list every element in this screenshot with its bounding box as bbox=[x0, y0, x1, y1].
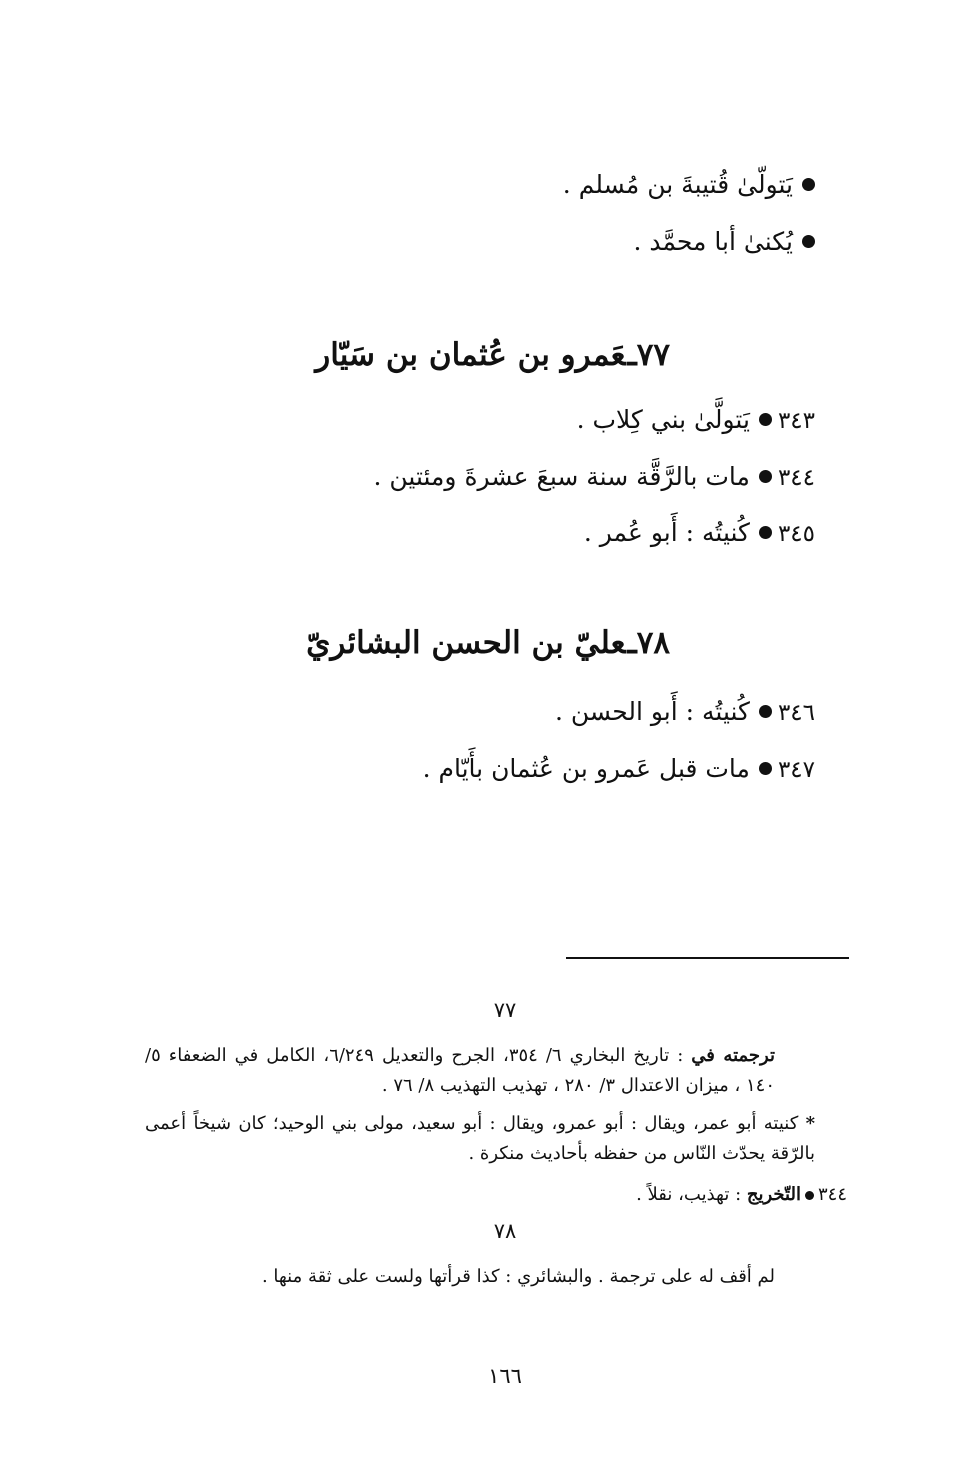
footnote-77-note: * كنيته أبو عمر، ويقال : أبو عمرو، ويقال : أبو سعيد، مولى بني الوحيد؛ كان شيخاً أعمى بالرّقة يحدّث النّاس من حفظه بأحاديث منكرة . bbox=[145, 1113, 815, 1164]
entry-345: ٣٤٥كُنيتُه : أَبو عُمر . bbox=[583, 518, 815, 547]
section-heading-77: ٧٧ـعَمرو بن عُثمان بن سَيّار bbox=[315, 337, 670, 373]
entry-346: ٣٤٦كُنيتُه : أَبو الحسن . bbox=[554, 697, 815, 726]
entry-344: ٣٤٤مات بالرَّقَّة سنة سبعَ عشرةَ ومئتين . bbox=[373, 462, 815, 491]
bullet-icon bbox=[759, 526, 772, 539]
footnote-separator bbox=[566, 957, 849, 959]
bullet-icon bbox=[759, 470, 772, 483]
bullet-icon bbox=[759, 413, 772, 426]
bullet-icon bbox=[802, 178, 815, 191]
bullet-icon bbox=[805, 1191, 814, 1200]
intro-line: يَتولّىٰ قُتيبةَ بن مُسلم . bbox=[563, 168, 815, 202]
footnote-number-78: ٧٨ bbox=[493, 1219, 517, 1243]
footnote-number-77: ٧٧ bbox=[493, 998, 517, 1022]
section-heading-78: ٧٨ـعليّ بن الحسن البشائريّ bbox=[306, 625, 670, 661]
footnote-78-text: لم أقف له على ترجمة . والبشائري : كذا قرأتها ولست على ثقة منها . bbox=[261, 1266, 775, 1287]
bullet-icon bbox=[802, 235, 815, 248]
intro-line: يُكنىٰ أبا محمَّد . bbox=[633, 225, 815, 259]
bullet-icon bbox=[759, 705, 772, 718]
footnote-77-takhrij: ٣٤٤التّخريج : تهذيب، نقلاً . bbox=[636, 1184, 847, 1205]
entry-343: ٣٤٣يَتولَّىٰ بني كِلاب . bbox=[576, 405, 815, 434]
entry-347: ٣٤٧مات قبل عَمرو بن عُثمان بأَيّام . bbox=[422, 754, 815, 783]
bullet-icon bbox=[759, 762, 772, 775]
page-number: ١٦٦ bbox=[488, 1364, 522, 1388]
footnote-77-sources: ترجمته في : تاريخ البخاري ٦/ ٣٥٤، الجرح والتعديل ٦/٢٤٩، الكامل في الضعفاء ٥/ ١٤٠ ، ميزان الاعتدال ٣/ ٢٨٠ ، تهذيب التهذيب ٨/ ٧٦ . bbox=[145, 1045, 775, 1096]
